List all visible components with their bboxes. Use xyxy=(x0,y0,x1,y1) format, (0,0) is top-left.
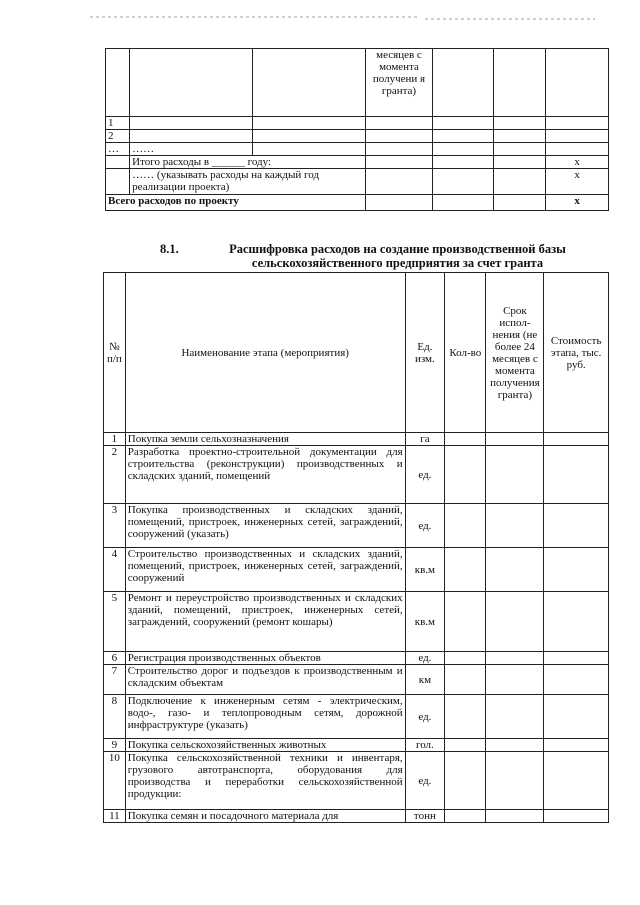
per-year-note: …… (указывать расходы на каждый год реализации проекта) xyxy=(130,169,366,195)
header-name: Наименование этапа (мероприятия) xyxy=(125,273,405,433)
table-row: … …… xyxy=(106,143,609,156)
table-row: 1 Покупка земли сельхозназначения га xyxy=(104,433,609,446)
table-row: 4 Строительство производственных и складских зданий, помещений, пристроек, инженерных сетей, заграждений, сооружений кв.м xyxy=(104,548,609,592)
header-term: Срок испол-нения (не более 24 месяцев с момента получения гранта) xyxy=(486,273,544,433)
table-row: 7 Строительство дорог и подъездов к производственным и складским объектам км xyxy=(104,665,609,695)
header-unit: Ед. изм. xyxy=(405,273,444,433)
table-row: 9 Покупка сельскохозяйственных животных гол. xyxy=(104,739,609,752)
header-qty: Кол-во xyxy=(445,273,486,433)
section-title: Расшифровка расходов на создание производственной базы сельскохозяйственного предприятия за счет гранта xyxy=(229,242,566,270)
table-row: 2 Разработка проектно-строительной документации для строительства (реконструкции) производственных и складских зданий, помещений ед. xyxy=(104,446,609,504)
table-row: Всего расходов по проекту x xyxy=(106,195,609,211)
table-row: 8 Подключение к инженерным сетям - электрическим, водо-, газо- и теплопроводным сетям, дорожной инфраструктуре (указать) ед. xyxy=(104,695,609,739)
header-num: № п/п xyxy=(104,273,126,433)
table-row xyxy=(106,49,609,117)
table-row: 3 Покупка производственных и складских зданий, помещений, пристроек, инженерных сетей, заграждений, сооружений (указать) ед. xyxy=(104,504,609,548)
term-header-fragment: месяцев с момента получени я гранта) xyxy=(366,49,432,117)
table-header-row xyxy=(104,273,609,433)
project-total-label: Всего расходов по проекту xyxy=(106,195,366,211)
scan-artifact xyxy=(425,18,595,20)
expenses-table-continuation xyxy=(105,48,609,211)
table-row: Итого расходы в ______ году: x xyxy=(106,156,609,169)
table-row: 11 Покупка семян и посадочного материала для тонн xyxy=(104,810,609,823)
year-total-label: Итого расходы в ______ году: xyxy=(130,156,366,169)
table-row: 10 Покупка сельскохозяйственной техники и инвентаря, грузового автотранспорта, оборудования для производства и переработки сельскохозяйственной продукции: ед. xyxy=(104,752,609,810)
header-cost: Стоимость этапа, тыс. руб. xyxy=(544,273,609,433)
table-row: 1 xyxy=(106,117,609,130)
table-row: 5 Ремонт и переустройство производственных и складских зданий, помещений, пристроек, инженерных сетей, заграждений, сооружений (ремонт кошары) кв.м xyxy=(104,592,609,652)
section-number: 8.1. xyxy=(160,242,179,256)
table-row: 6 Регистрация производственных объектов ед. xyxy=(104,652,609,665)
scan-artifact xyxy=(90,16,420,18)
table-row: …… (указывать расходы на каждый год реализации проекта) x xyxy=(106,169,609,195)
table-row: 2 xyxy=(106,130,609,143)
production-base-expenses-table xyxy=(103,272,609,823)
